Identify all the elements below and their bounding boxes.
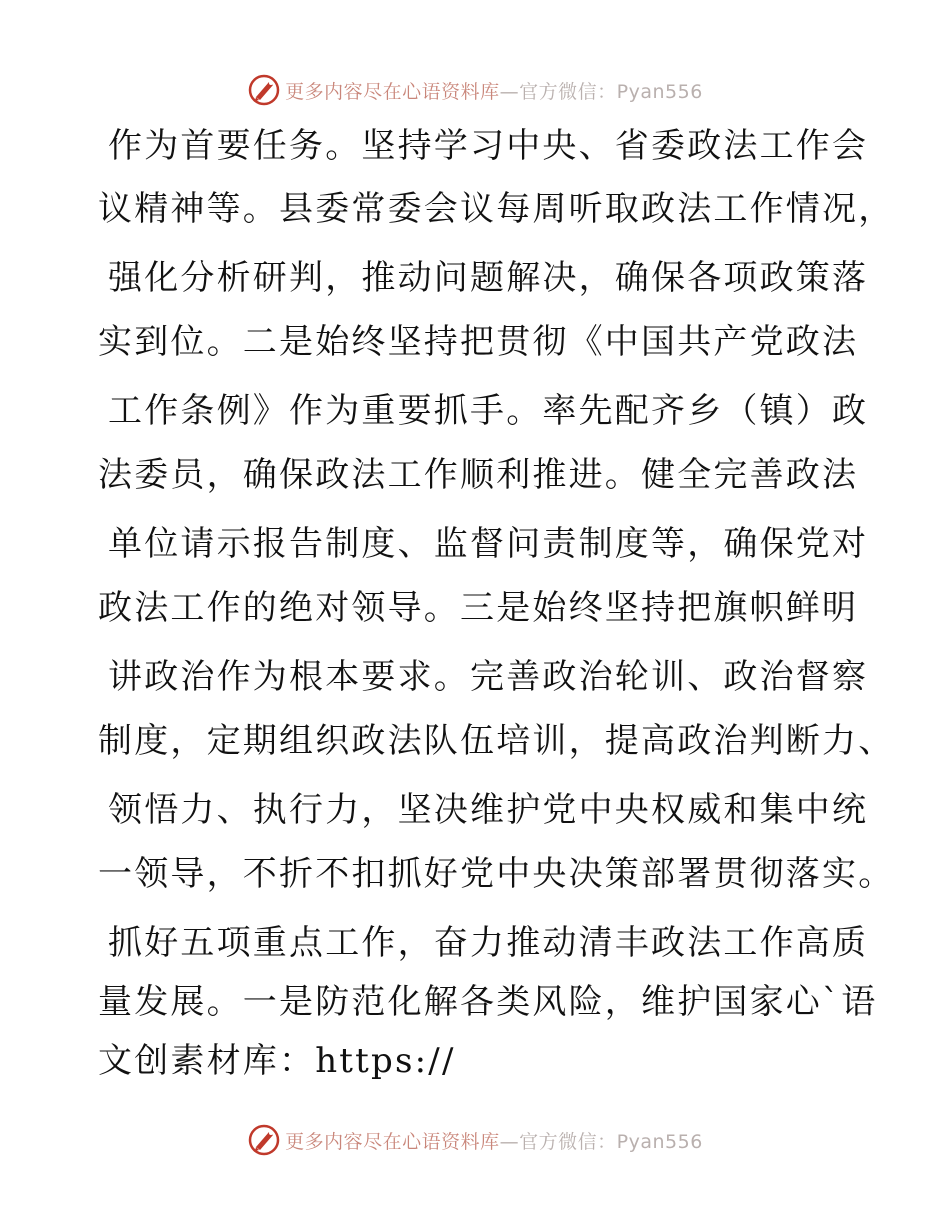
banner-text: 更多内容尽在心语资料库—官方微信：Pyan556 [285,80,703,103]
text-line: 讲政治作为根本要求。完善政治轮训、政治督察 [108,657,869,697]
text-line: 一领导，不折不扣抓好党中央决策部署贯彻落实。 [98,854,895,894]
text-line: 领悟力、执行力，坚决维护党中央权威和集中统 [108,790,869,830]
text-line: 单位请示报告制度、监督问责制度等，确保党对 [108,524,869,564]
text-line: 抓好五项重点工作，奋力推动清丰政法工作高质 [108,923,869,963]
text-line: 实到位。二是始终坚持把贯彻《中国共产党政法 [98,322,859,362]
text-line: 政法工作的绝对领导。三是始终坚持把旗帜鲜明 [98,588,859,628]
text-line: 文创素材库：https:// [98,1041,456,1081]
pen-logo-icon [247,1123,281,1157]
text-line: 工作条例》作为重要抓手。率先配齐乡（镇）政 [108,391,869,431]
text-line: 强化分析研判，推动问题解决，确保各项政策落 [108,258,869,298]
pen-logo-icon [247,73,281,107]
text-line: 量发展。一是防范化解各类风险，维护国家心`语 [98,982,878,1022]
text-line: 法委员，确保政法工作顺利推进。健全完善政法 [98,455,859,495]
header-banner [0,70,950,110]
text-line: 制度，定期组织政法队伍培训，提高政治判断力、 [98,721,895,761]
banner-text: 更多内容尽在心语资料库—官方微信：Pyan556 [285,1130,703,1153]
footer-banner [0,1120,950,1160]
text-line: 作为首要任务。坚持学习中央、省委政法工作会 [108,126,869,166]
text-line: 议精神等。县委常委会议每周听取政法工作情况， [98,189,895,229]
